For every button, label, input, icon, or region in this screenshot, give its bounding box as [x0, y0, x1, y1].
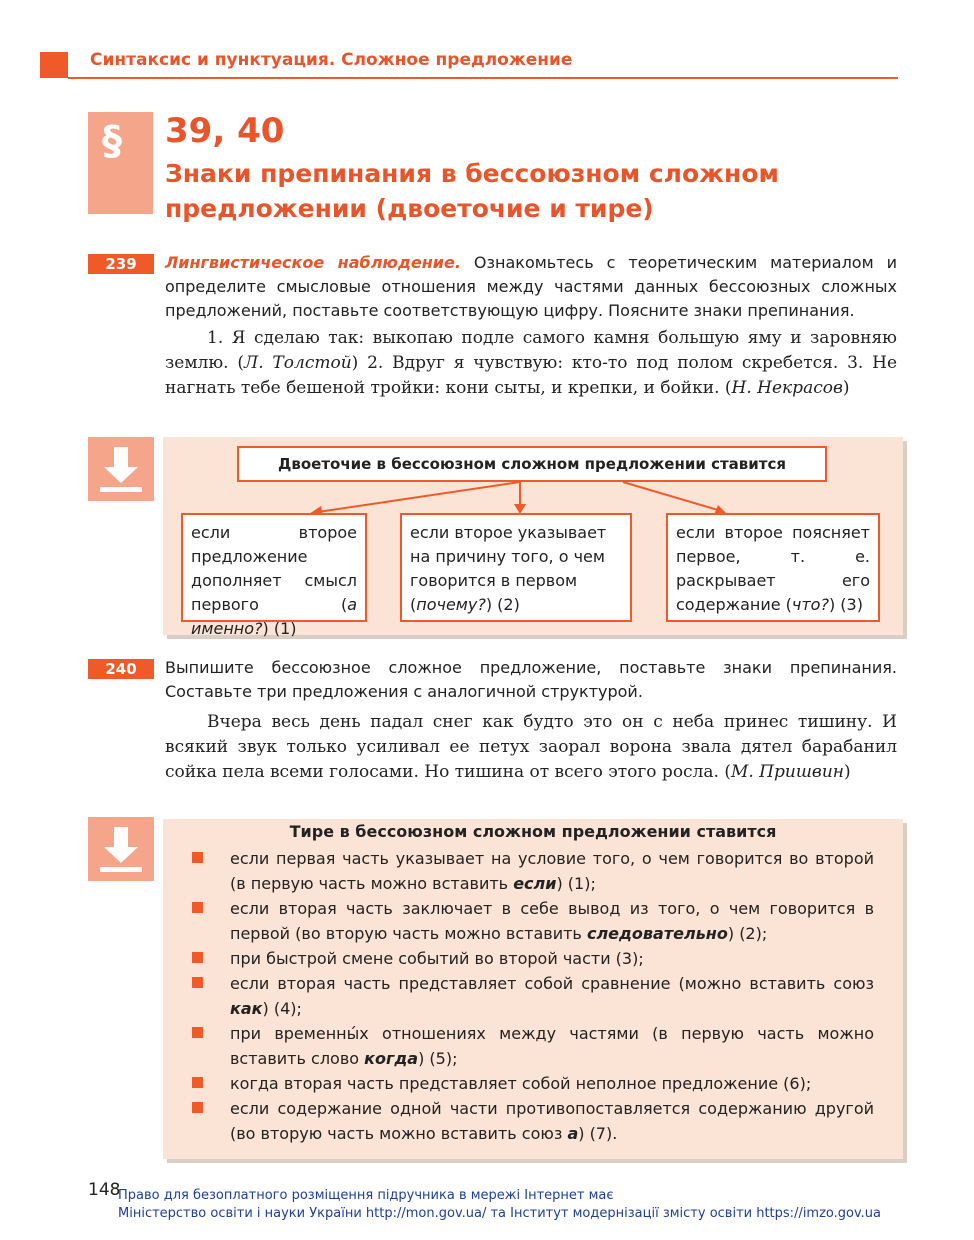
- dash-rule-heading: Тире в бессоюзном сложном предложении ставится: [289, 822, 777, 841]
- case-2-text: если второе указывает на причину того, о чем говорится в первом: [410, 523, 607, 590]
- exercise-240-task: Выпишите бессоюзное сложное предложение, поставьте знаки препинания. Составьте три предложения с аналогичной структурой.: [165, 658, 897, 701]
- exercise-239-examples: [165, 326, 897, 401]
- dash-rule-list: [190, 846, 874, 1146]
- rule-download-icon: [88, 437, 154, 501]
- example-text-2: ) 2. Вдруг я чувствую: кто-то под полом скребется. 3. Не нагнать тебе бешеной тройки: кони сыты, и крепки, и бойки. (: [165, 353, 897, 398]
- example-text-3: ): [842, 378, 850, 398]
- list-item: если вторая часть заключает в себе вывод из того, о чем говорится в первой (во вторую часть можно вставить следовательно) (2);: [190, 896, 874, 946]
- paragraph-sign: §: [102, 118, 122, 164]
- list-item: при быстрой смене событий во второй части (3);: [190, 946, 874, 971]
- case-1-text: если второе предложение дополняет смысл первого: [191, 523, 357, 614]
- colon-case-complement: если второе предложение дополняет смысл первого (а именно?) (1): [181, 513, 367, 622]
- case-3-question: что?: [791, 595, 829, 614]
- colon-case-cause: если второе указывает на причину того, о чем говорится в первом (почему?) (2): [400, 513, 632, 622]
- download-arrow-icon: [88, 437, 154, 501]
- section-number: 39, 40: [165, 111, 285, 151]
- download-arrow-icon: [88, 817, 154, 881]
- author-nekrasov: Н. Некрасов: [731, 378, 843, 398]
- exercise-239-lead: Лингвистическое наблюдение.: [165, 253, 461, 272]
- case-3-text: если второе поясняет первое, т. е. раскрывает его содержание: [676, 523, 870, 614]
- list-item: если содержание одной части противопоставляется содержанию другой (во вторую часть можно вставить союз а) (7).: [190, 1096, 874, 1146]
- exercise-number-240: 240: [88, 659, 154, 679]
- case-3-number: (3): [840, 595, 863, 614]
- case-1-number: (1): [273, 619, 297, 638]
- list-item: при временны́х отношениях между частями (в первую часть можно вставить слово когда) (5);: [190, 1021, 874, 1071]
- case-1-question: а именно?: [191, 595, 357, 638]
- case-2-number: (2): [497, 595, 520, 614]
- colon-rule-heading: Двоеточие в бессоюзном сложном предложении ставится: [237, 446, 827, 482]
- paragraph-mark: [88, 112, 153, 214]
- author-tolstoy: Л. Толстой: [244, 353, 352, 373]
- section-title: Знаки препинания в бессоюзном сложном предложении (двоеточие и тире): [165, 159, 779, 223]
- list-item: если вторая часть представляет собой сравнение (можно вставить союз как) (4);: [190, 971, 874, 1021]
- exercise-number-239: 239: [88, 254, 154, 274]
- author-prishvin: М. Пришвин: [730, 762, 844, 782]
- license-line-1: Право для безоплатного розміщення підручника в мережі Інтернет має: [118, 1188, 614, 1203]
- list-item: если первая часть указывает на условие того, о чем говорится во второй (в первую часть можно вставить если) (1);: [190, 846, 874, 896]
- list-item: когда вторая часть представляет собой неполное предложение (6);: [190, 1071, 874, 1096]
- example-text-1: 1. Я сделаю так: выкопаю подле самого камня большую яму и заровняю землю. (: [165, 328, 897, 373]
- exercise-239-instructions: Ознакомьтесь с теоретическим материалом и определите смысловые отношения между частями данных бессоюзных сложных предложений, поставьте соответствующую цифру. Поясните знаки препинания.: [165, 253, 898, 320]
- exercise-240-close: ): [843, 762, 851, 782]
- page-number: 148: [88, 1180, 121, 1200]
- rule-download-icon-2: [88, 817, 154, 881]
- rule-arrows: [163, 480, 903, 516]
- header-marker: [40, 52, 68, 78]
- running-header: Синтаксис и пунктуация. Сложное предложение: [90, 50, 573, 70]
- exercise-240-passage: Вчера весь день падал снег как будто это он с неба принес тишину. И всякий звук только усиливал ее петух заорал ворона звала дятел барабанил сойка пела всеми голосами. Но тишина от всего этого росла. (: [165, 712, 897, 782]
- header-divider: [68, 77, 898, 79]
- case-2-question: почему?: [416, 595, 486, 614]
- license-line-2: Міністерство освіти і науки України http://mon.gov.ua/ та Інститут модернізації змісту освіти https://imzo.gov.ua: [118, 1206, 882, 1221]
- colon-case-explanation: если второе поясняет первое, т. е. раскрывает его содержание (что?) (3): [666, 513, 880, 622]
- exercise-240-text: [165, 710, 897, 785]
- exercise-239-task: [165, 251, 897, 323]
